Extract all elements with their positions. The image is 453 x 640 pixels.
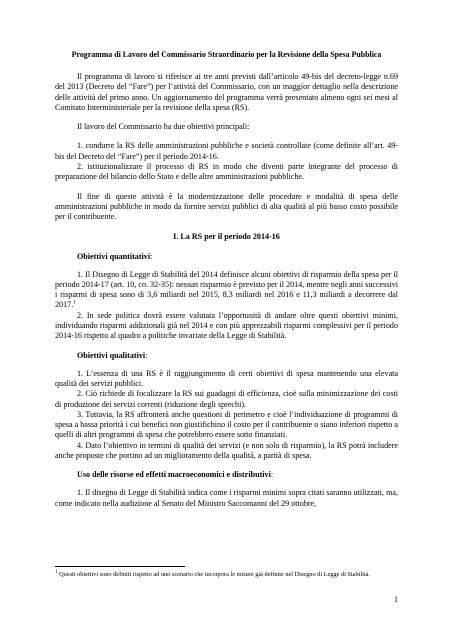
purpose-paragraph: Il fine di queste attività è la modernizzazione delle procedure e modalità di spesa delle amministrazioni pubbliche in modo da fornire servizi pubblici di alta qualità al più basso costo possibile per il contribuente. bbox=[55, 191, 398, 222]
footnote-reference: 1 bbox=[73, 300, 76, 306]
document-title: Programma di Lavoro del Commissario Straordinario per la Revisione della Spesa Pubblica bbox=[71, 50, 382, 59]
footnote: $^1$ Questi obiettivi sono definiti rispetto ad uno scenario che incorpora le misure già definite nel Disegno di Legge di Stabilità. bbox=[55, 569, 370, 578]
qualitative-item: 4. Dato l’obiettivo in termini di qualità dei servizi (e non solo di risparmio), la RS potrà includere anche proposte che portino ad un miglioramento della qualità, a parità di spesa. bbox=[55, 440, 398, 461]
objective-item: 1. condurre la RS delle amministrazioni pubbliche e società controllate (come definite all’art. 49-bis del Decreto del “Fare”) per il periodo 2014-16. bbox=[55, 141, 398, 161]
subheading-quantitative: Obiettivi quantitativi: bbox=[77, 251, 153, 261]
intro-paragraph: Il programma di lavoro si riferisce ai tre anni previsti dall’articolo 49-bis del decreto-legge n.69 del 2013 (Decreto del “Fare”) per l’attività del Commissario, con un maggior dettaglio nella descrizione delle attività del primo anno. Un aggiornamento del programma verrà presentato almeno ogni sei mesi al Comitato Interministeriale per la revisione della spesa (RS). bbox=[55, 72, 398, 112]
subheading-qualitative: Obiettivi qualitativi: bbox=[77, 350, 148, 360]
quantitative-item: 2. In sede politica dovrà essere valutata l’opportunità di andare oltre questi obiettivi minimi, individuando risparmi addizionali già nel 2014 e con più apprezzabili risparmi complessivi per il periodo 2014-16 rispetto al quadro a politiche invariate della Legge di Stabilità. bbox=[55, 310, 398, 341]
qualitative-item: 1. L’essenza di una RS è il raggiungimento di certi obiettivi di spesa mantenendo una elevata qualità dei servizi pubblici. bbox=[55, 368, 398, 388]
subheading-macro: Uso delle risorse ed effetti macroeconomici e distributivi: bbox=[77, 470, 274, 480]
section-heading: I. La RS per il periodo 2014-16 bbox=[173, 231, 280, 241]
page-number: 1 bbox=[393, 595, 398, 604]
objective-item: 2. istituzionalizzare il processo di RS in modo che diventi parte integrante del processo di preparazione del bilancio dello Stato e delle altre amministrazioni pubbliche. bbox=[55, 162, 398, 182]
quantitative-item: 1. Il Disegno di Legge di Stabilità del 2014 definisce alcuni obiettivi di risparmio della spesa per il periodo 2014-17 (art. 10, co. 32-35): nessun risparmio è previsto per il 2014, mentre negli anni successivi i risparmi di spesa sono di 3,6 miliardi nel 2015, 8,3 miliardi nel 2016 e 11,3 miliardi a decorrere dal 2017.$^1$ bbox=[55, 269, 398, 310]
qualitative-item: 3. Tuttavia, la RS affronterà anche questioni di perimetro e cioè l’individuazione di programmi di spesa a bassa priorità i cui benefici non giustifichino il costo per il contribuente o siano inferiori rispetto a quelli di altri programmi di spesa che potrebbero essere sotto finanziati. bbox=[55, 409, 398, 440]
footnote-separator bbox=[55, 566, 185, 567]
objectives-intro: Il lavoro del Commissario ha due obiettivi principali: bbox=[77, 122, 250, 132]
qualitative-item: 2. Ciò richiede di focalizzare la RS sui guadagni di efficienza, cioè sulla minimizzazione dei costi di produzione dei servizi correnti (riduzione degli sprechi). bbox=[55, 389, 398, 409]
macro-item: 1. Il disegno di Legge di Stabilità indica come i risparmi minimi sopra citati saranno utilizzati, ma, come indicato nella audizione al Senato del Ministro Saccomanni del 29 ottobre, bbox=[55, 488, 398, 508]
